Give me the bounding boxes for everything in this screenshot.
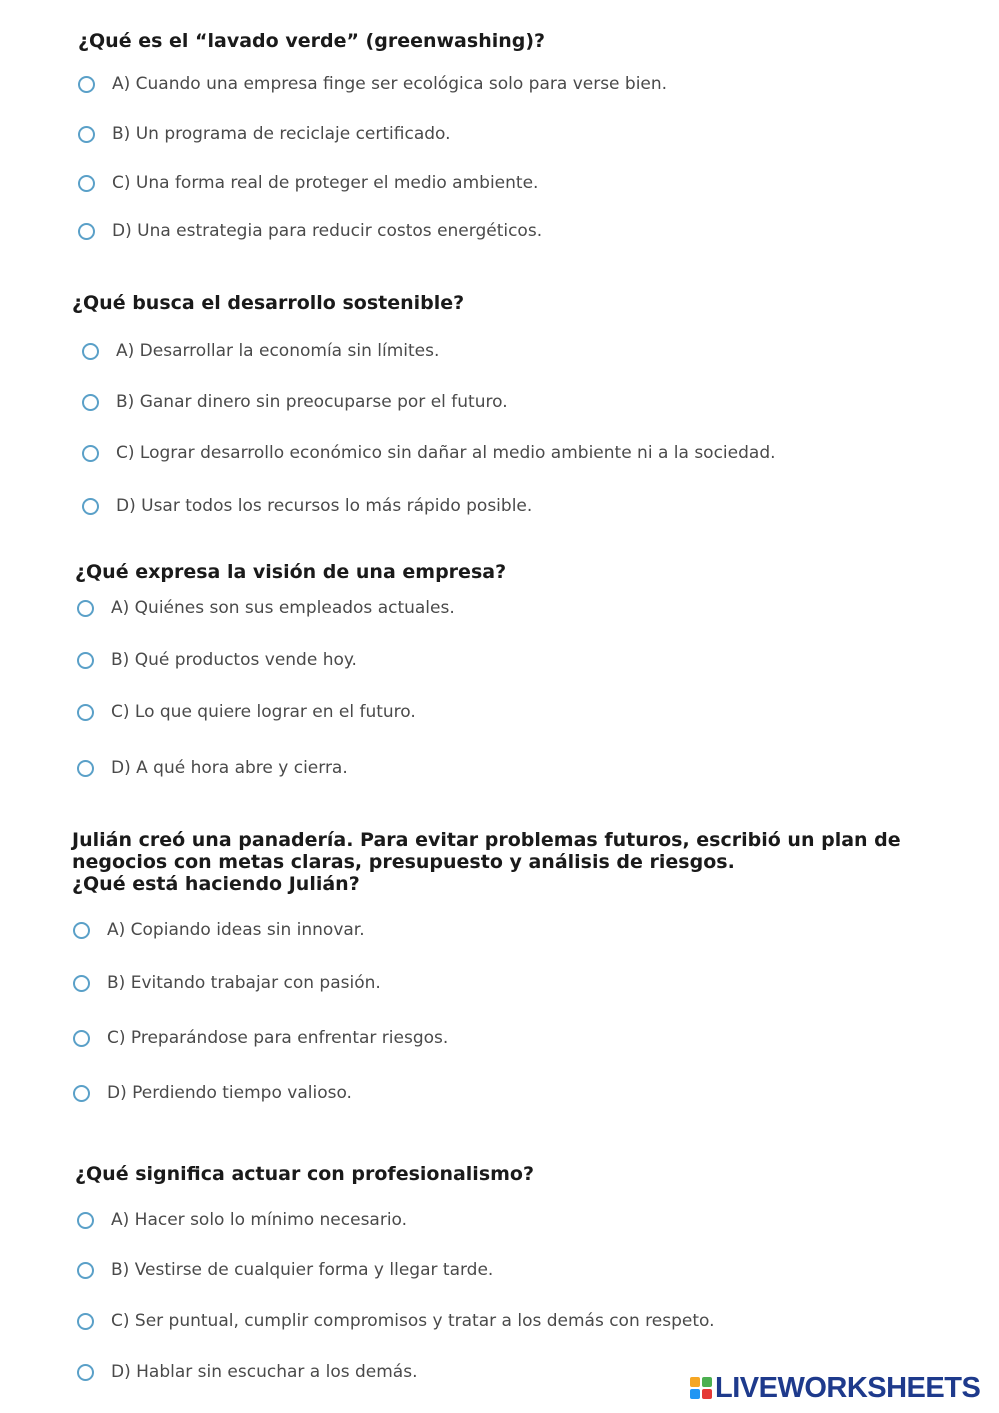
option-a[interactable] [77,595,455,621]
question-title: ¿Qué significa actuar con profesionalismo? [75,1163,535,1185]
question-title: ¿Qué busca el desarrollo sostenible? [72,292,465,314]
radio-button-icon[interactable] [77,1212,94,1229]
radio-button-icon[interactable] [78,223,95,240]
option-b[interactable] [77,1257,493,1283]
radio-button-icon[interactable] [82,445,99,462]
radio-button-icon[interactable] [73,975,90,992]
radio-button-icon[interactable] [77,600,94,617]
option-label: B) Vestirse de cualquier forma y llegar tarde. [111,1260,494,1280]
liveworksheets-logo-icon [690,1377,712,1399]
option-label: D) Usar todos los recursos lo más rápido posible. [116,496,533,516]
option-label: B) Ganar dinero sin preocuparse por el futuro. [116,392,508,412]
option-b[interactable] [78,121,451,147]
radio-button-icon[interactable] [77,1262,94,1279]
brand-name: LIVEWORKSHEETS [715,1371,981,1404]
option-label: A) Quiénes son sus empleados actuales. [111,598,455,618]
radio-button-icon[interactable] [73,1085,90,1102]
option-label: A) Desarrollar la economía sin límites. [116,341,440,361]
option-label: C) Preparándose para enfrentar riesgos. [107,1028,449,1048]
option-a[interactable] [73,917,365,943]
option-d[interactable] [78,218,542,244]
question-title: Julián creó una panadería. Para evitar problemas futuros, escribió un plan de negocios con metas claras, presupuesto y análisis de riesgos. ¿Qué está haciendo Julián? [72,829,901,895]
radio-button-icon[interactable] [77,652,94,669]
option-label: C) Una forma real de proteger el medio ambiente. [112,173,539,193]
option-label: A) Copiando ideas sin innovar. [107,920,365,940]
option-d[interactable] [77,755,348,781]
option-label: C) Lograr desarrollo económico sin dañar al medio ambiente ni a la sociedad. [116,443,776,463]
radio-button-icon[interactable] [77,704,94,721]
option-label: B) Qué productos vende hoy. [111,650,357,670]
liveworksheets-logo [690,1372,980,1404]
radio-button-icon[interactable] [73,922,90,939]
radio-button-icon[interactable] [77,1364,94,1381]
radio-button-icon[interactable] [78,175,95,192]
radio-button-icon[interactable] [73,1030,90,1047]
option-a[interactable] [77,1207,407,1233]
option-label: A) Hacer solo lo mínimo necesario. [111,1210,408,1230]
radio-button-icon[interactable] [82,343,99,360]
option-d[interactable] [77,1359,417,1385]
option-b[interactable] [82,389,508,415]
option-label: D) Una estrategia para reducir costos energéticos. [112,221,543,241]
radio-button-icon[interactable] [78,76,95,93]
option-b[interactable] [73,970,381,996]
option-d[interactable] [82,493,532,519]
option-label: D) Perdiendo tiempo valioso. [107,1083,352,1103]
question-title: ¿Qué es el “lavado verde” (greenwashing)? [78,30,546,52]
option-b[interactable] [77,647,357,673]
radio-button-icon[interactable] [78,126,95,143]
option-c[interactable] [78,170,538,196]
option-a[interactable] [78,71,667,97]
radio-button-icon[interactable] [82,394,99,411]
option-c[interactable] [73,1025,448,1051]
radio-button-icon[interactable] [77,1313,94,1330]
option-a[interactable] [82,338,439,364]
option-label: B) Un programa de reciclaje certificado. [112,124,451,144]
option-label: A) Cuando una empresa finge ser ecológica solo para verse bien. [112,74,668,94]
option-c[interactable] [77,699,416,725]
radio-button-icon[interactable] [77,760,94,777]
option-c[interactable] [82,440,776,466]
question-title: ¿Qué expresa la visión de una empresa? [75,561,507,583]
option-c[interactable] [77,1308,715,1334]
option-label: B) Evitando trabajar con pasión. [107,973,381,993]
option-d[interactable] [73,1080,352,1106]
option-label: C) Lo que quiere lograr en el futuro. [111,702,416,722]
option-label: C) Ser puntual, cumplir compromisos y tratar a los demás con respeto. [111,1311,715,1331]
option-label: D) Hablar sin escuchar a los demás. [111,1362,418,1382]
option-label: D) A qué hora abre y cierra. [111,758,348,778]
radio-button-icon[interactable] [82,498,99,515]
